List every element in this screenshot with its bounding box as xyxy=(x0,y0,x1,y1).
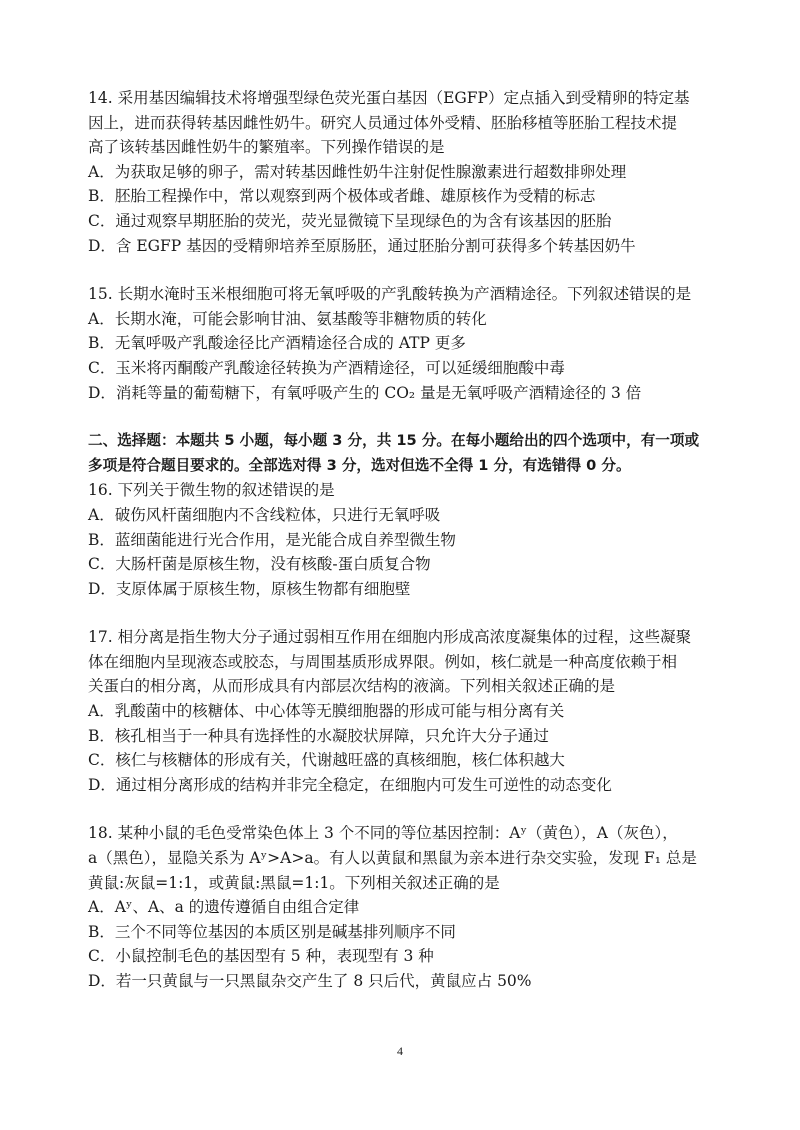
option-b: B．蓝细菌能进行光合作用，是光能合成自养型微生物 xyxy=(88,530,456,549)
page-number: 4 xyxy=(397,1044,403,1058)
option-a: A．Aʸ、A、a 的遗传遵循自由组合定律 xyxy=(88,898,360,917)
option-c: C．小鼠控制毛色的基因型有 5 种，表现型有 3 种 xyxy=(88,947,434,966)
question-18 xyxy=(88,821,718,993)
option-c: C．通过观察早期胚胎的荧光，荧光显微镜下呈现绿色的为含有该基因的胚胎 xyxy=(88,211,612,230)
option-c: C．核仁与核糖体的形成有关，代谢越旺盛的真核细胞，核仁体积越大 xyxy=(88,751,565,770)
question-17 xyxy=(88,625,718,797)
option-b: B．胚胎工程操作中，常以观察到两个极体或者雌、雄原核作为受精的标志 xyxy=(88,187,596,206)
option-d: D．通过相分离形成的结构并非完全稳定，在细胞内可发生可逆性的动态变化 xyxy=(88,775,612,794)
question-stem-line: 15. 长期水淹时玉米根细胞可将无氧呼吸的产乳酸转换为产酒精途径。下列叙述错误的是 xyxy=(88,285,692,304)
option-d: D．消耗等量的葡萄糖下，有氧呼吸产生的 CO₂ 量是无氧呼吸产酒精途径的 3 倍 xyxy=(88,383,642,402)
option-b: B．核孔相当于一种具有选择性的水凝胶状屏障，只允许大分子通过 xyxy=(88,726,549,745)
question-16 xyxy=(88,478,718,601)
question-stem-line: 关蛋白的相分离，从而形成具有内部层次结构的液滴。下列相关叙述正确的是 xyxy=(88,677,616,696)
question-stem-line: 因上，进而获得转基因雌性奶牛。研究人员通过体外受精、胚胎移植等胚胎工程技术提 xyxy=(88,113,678,132)
question-14 xyxy=(88,86,718,258)
question-stem-line: 黄鼠:灰鼠=1:1，或黄鼠:黑鼠=1:1。下列相关叙述正确的是 xyxy=(88,873,500,892)
question-stem-line: 14. 采用基因编辑技术将增强型绿色荧光蛋白基因（EGFP）定点插入到受精卵的特定基 xyxy=(88,89,690,107)
option-a: A．破伤风杆菌细胞内不含线粒体，只进行无氧呼吸 xyxy=(88,505,441,524)
question-stem-line: 18. 某种小鼠的毛色受常染色体上 3 个不同的等位基因控制：Aʸ（黄色），A（灰色）， xyxy=(88,824,678,843)
question-15 xyxy=(88,282,718,405)
question-stem-line: 高了该转基因雌性奶牛的繁殖率。下列操作错误的是 xyxy=(88,138,445,157)
option-a: A．长期水淹，可能会影响甘油、氨基酸等非糖物质的转化 xyxy=(88,309,487,328)
section-2-heading xyxy=(88,429,718,478)
option-d: D．含 EGFP 基因的受精卵培养至原肠胚，通过胚胎分割可获得多个转基因奶牛 xyxy=(88,236,636,255)
question-stem-line: a（黑色），显隐关系为 Aʸ>A>a。有人以黄鼠和黑鼠为亲本进行杂交实验，发现 F₁ 总是 xyxy=(88,849,697,868)
option-a: A．乳酸菌中的核糖体、中心体等无膜细胞器的形成可能与相分离有关 xyxy=(88,702,565,721)
option-a: A．为获取足够的卵子，需对转基因雌性奶牛注射促性腺激素进行超数排卵处理 xyxy=(88,162,627,181)
option-b: B．三个不同等位基因的本质区别是碱基排列顺序不同 xyxy=(88,922,456,941)
option-b: B．无氧呼吸产乳酸途径比产酒精途径合成的 ATP 更多 xyxy=(88,334,466,353)
section-heading-line: 二、选择题：本题共 5 小题，每小题 3 分，共 15 分。在每小题给出的四个选项中，有一项或 xyxy=(88,432,700,450)
option-c: C．大肠杆菌是原核生物，没有核酸-蛋白质复合物 xyxy=(88,555,431,574)
option-c: C．玉米将丙酮酸产乳酸途径转换为产酒精途径，可以延缓细胞酸中毒 xyxy=(88,358,565,377)
question-stem-line: 16. 下列关于微生物的叙述错误的是 xyxy=(88,481,335,500)
question-stem-line: 17. 相分离是指生物大分子通过弱相互作用在细胞内形成高浓度凝集体的过程，这些凝聚 xyxy=(88,628,692,647)
page-content xyxy=(88,86,718,994)
option-d: D．支原体属于原核生物，原核生物都有细胞壁 xyxy=(88,579,411,598)
section-heading-line: 多项是符合题目要求的。全部选对得 3 分，选对但选不全得 1 分，有选错得 0 分。 xyxy=(88,456,631,474)
question-stem-line: 体在细胞内呈现液态或胶态，与周围基质形成界限。例如，核仁就是一种高度依赖于相 xyxy=(88,652,678,671)
option-d: D．若一只黄鼠与一只黑鼠杂交产生了 8 只后代，黄鼠应占 50% xyxy=(88,972,532,990)
